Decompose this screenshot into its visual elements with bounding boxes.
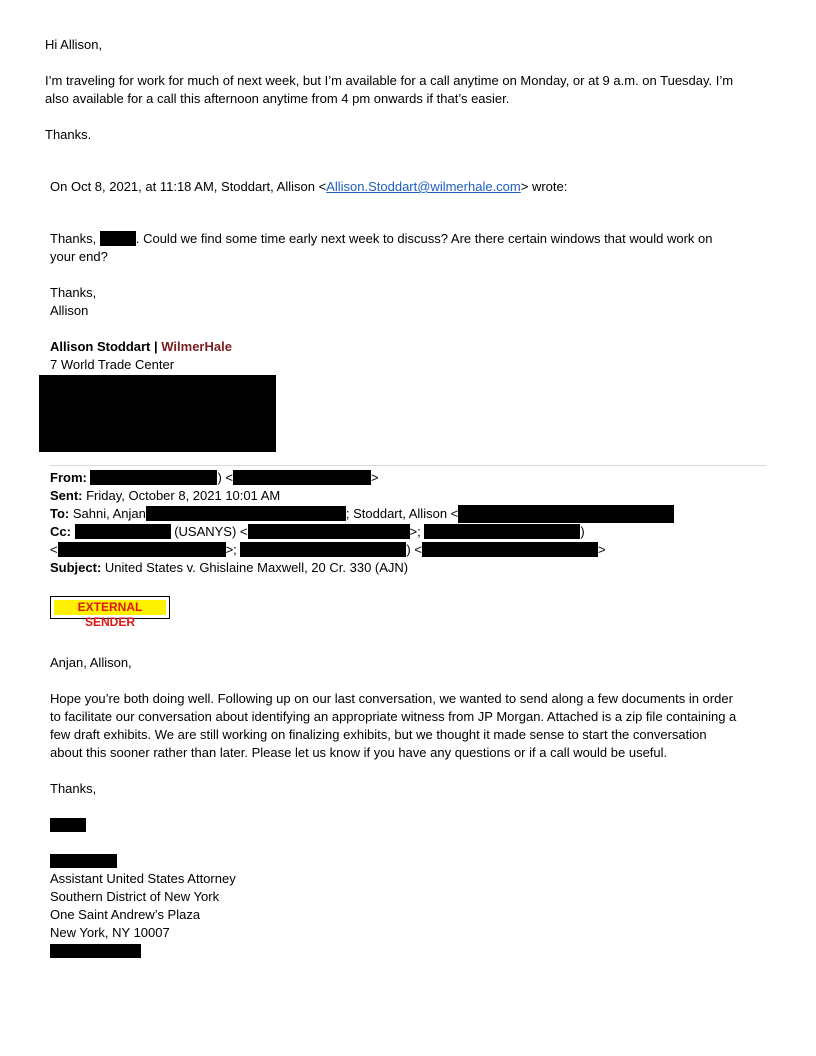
quoted-body-start: Thanks, xyxy=(50,231,100,246)
reply-closing: Thanks. xyxy=(45,127,92,142)
original-closing: Thanks, xyxy=(50,781,97,796)
redaction xyxy=(90,470,217,485)
redaction xyxy=(58,542,226,557)
redaction-block xyxy=(39,375,276,452)
redaction xyxy=(100,231,136,246)
external-sender-tag xyxy=(50,596,170,629)
from-line: From: ) < > xyxy=(50,470,379,485)
redaction xyxy=(458,505,674,523)
subject-line xyxy=(50,559,408,577)
sender-title: Assistant United States Attorney xyxy=(50,871,236,886)
external-sender-text: EXTERNAL SENDER xyxy=(54,600,166,615)
redaction-sender-fullname xyxy=(50,854,117,868)
sent-label: Sent: xyxy=(50,488,83,503)
subject-label: Subject: xyxy=(50,560,102,575)
redaction xyxy=(75,524,171,539)
original-line-2: to facilitate our conversation about identifying an appropriate witness from JP Morgan. Attached is a zip file containing a xyxy=(50,709,737,724)
sent-value: Friday, October 8, 2021 10:01 AM xyxy=(82,488,281,503)
quoted-closing: Thanks, xyxy=(50,285,97,300)
reply-line-2: also available for a call this afternoon anytime from 4 pm onwards if that’s easier. xyxy=(45,91,510,106)
cc-line: Cc: (USANYS) < >; ) xyxy=(50,524,585,539)
sender-street: One Saint Andrew’s Plaza xyxy=(50,907,201,922)
original-line-4: about this sooner rather than later. Please let us know if you have any questions or if a call would be useful. xyxy=(50,745,668,760)
subject-value: United States v. Ghislaine Maxwell, 20 Cr. 330 (AJN) xyxy=(101,560,409,575)
quoted-body-line-2: your end? xyxy=(50,249,108,264)
to-line xyxy=(50,505,674,523)
redaction xyxy=(248,524,410,539)
cc-label: Cc: xyxy=(50,524,71,539)
reply-line-1: I’m traveling for work for much of next week, but I’m available for a call anytime on Monday, or at 9 a.m. on Tuesday. I’m xyxy=(45,73,734,88)
reply-greeting: Hi Allison, xyxy=(45,37,103,52)
original-greeting: Anjan, Allison, xyxy=(50,655,132,670)
quoted-body-rest: . Could we find some time early next week to discuss? Are there certain windows that would work on xyxy=(135,231,713,246)
cc-line-2: < >; ) < > xyxy=(50,542,606,557)
redaction-sender-phone xyxy=(50,944,141,958)
sent-line xyxy=(50,487,280,505)
to-label: To: xyxy=(50,506,70,521)
redaction xyxy=(422,542,598,557)
quoted-body-line-1 xyxy=(50,230,712,248)
redaction xyxy=(424,524,580,539)
quoted-header-prefix: On Oct 8, 2021, at 11:18 AM, Stoddart, Allison < xyxy=(50,179,327,194)
quoted-signoff: Allison xyxy=(50,303,89,318)
header-divider xyxy=(50,465,766,466)
quoted-header-suffix: > wrote: xyxy=(520,179,568,194)
original-line-1: Hope you’re both doing well. Following up on our last conversation, we wanted to send along a few documents in order xyxy=(50,691,733,706)
signature-line xyxy=(50,338,232,356)
original-line-3: few draft exhibits. We are still working on finalizing exhibits, but we thought it made sense to start the conversation xyxy=(50,727,707,742)
sender-office: Southern District of New York xyxy=(50,889,220,904)
sender-city: New York, NY 10007 xyxy=(50,925,170,940)
redaction-sender-name xyxy=(50,818,86,832)
redaction xyxy=(146,506,346,521)
redaction xyxy=(233,470,371,485)
from-label: From: xyxy=(50,470,87,485)
signature-address: 7 World Trade Center xyxy=(50,357,175,372)
signature-name: Allison Stoddart xyxy=(50,339,151,354)
redaction xyxy=(240,542,406,557)
cc-value-1: (USANYS) < xyxy=(170,524,248,539)
quoted-header xyxy=(50,178,567,196)
signature-separator: | xyxy=(150,339,162,354)
to-value-2: ; Stoddart, Allison < xyxy=(345,506,459,521)
to-value-1: Sahni, Anjan xyxy=(69,506,146,521)
quoted-email-link[interactable]: Allison.Stoddart@wilmerhale.com xyxy=(326,179,521,194)
signature-firm: WilmerHale xyxy=(161,339,232,354)
